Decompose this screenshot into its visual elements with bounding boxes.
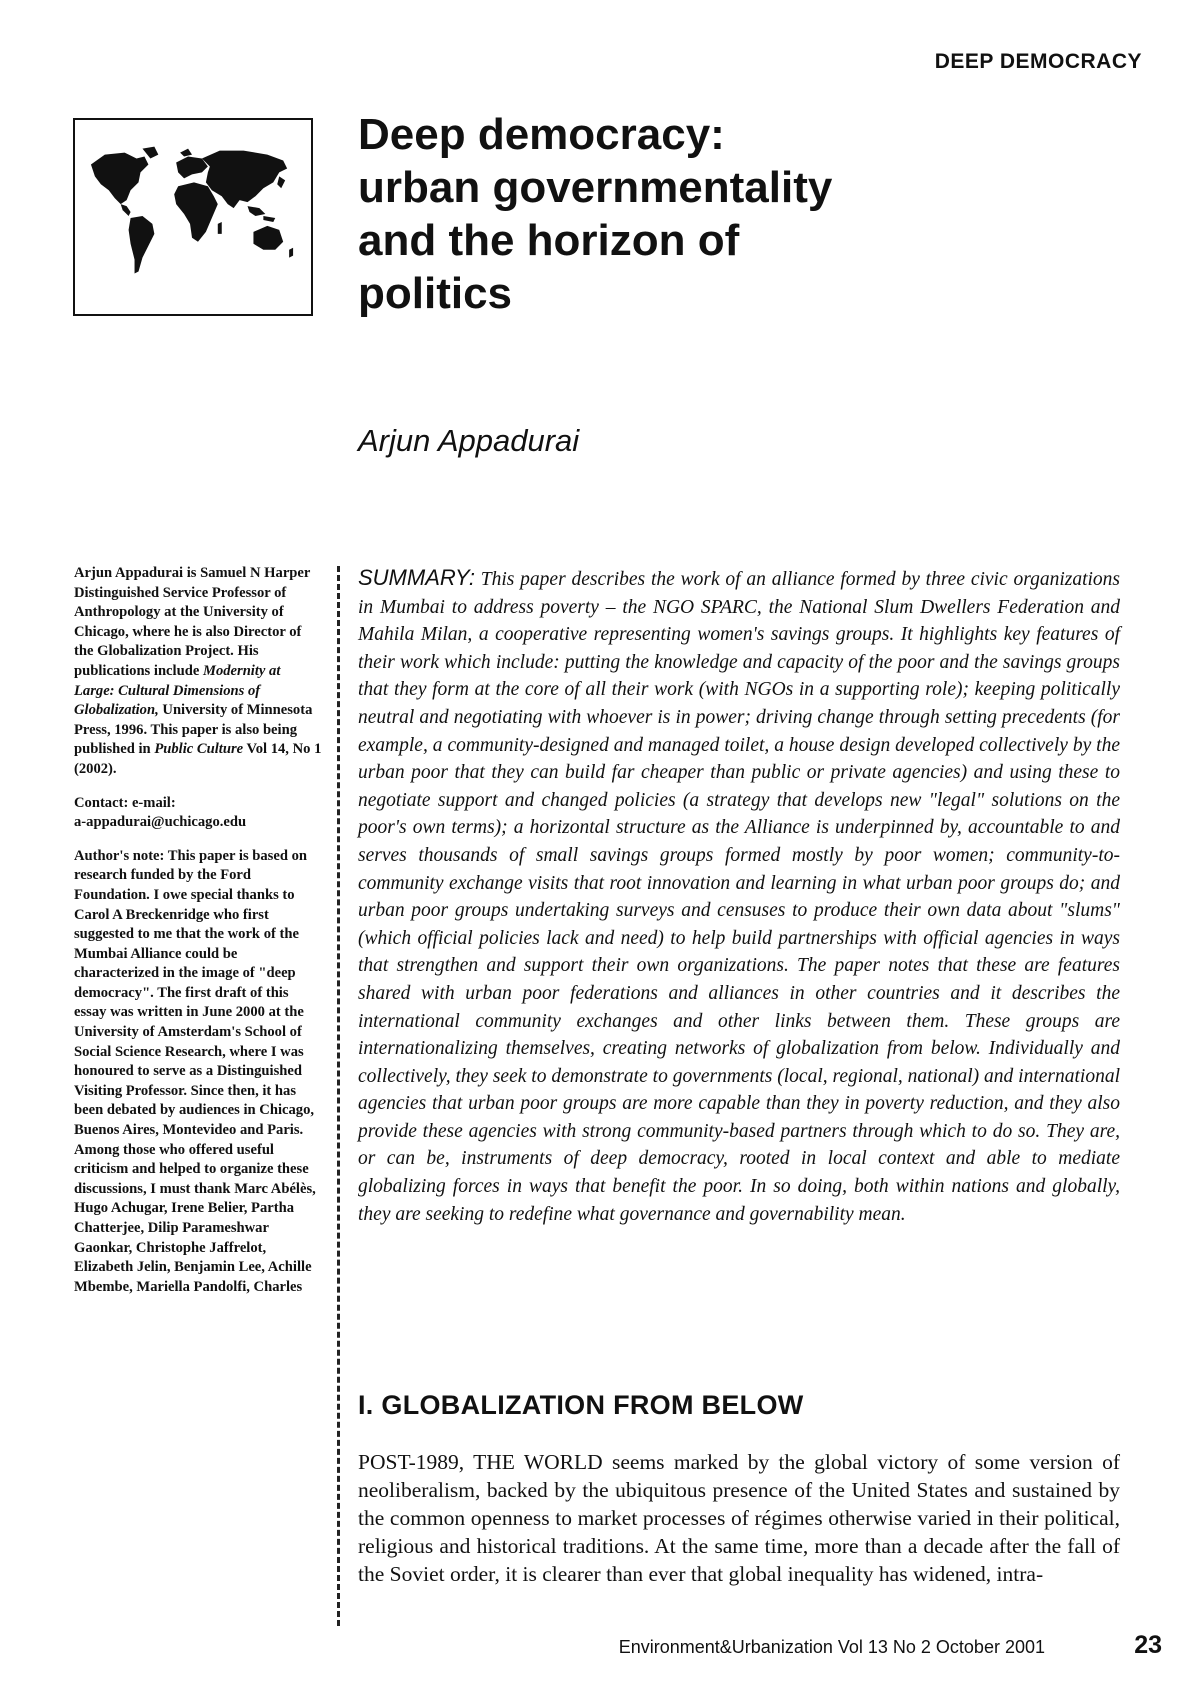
section-heading: I. GLOBALIZATION FROM BELOW — [358, 1390, 804, 1420]
summary-label: SUMMARY: — [358, 565, 475, 590]
article-title — [358, 108, 958, 320]
column-divider — [337, 566, 340, 1626]
author-bio — [74, 564, 324, 780]
title-line: Deep democracy: — [358, 110, 725, 159]
summary-text: This paper describes the work of an alliance formed by three civic organizations in Mumbai to address poverty – the NGO SPARC, the National Slum Dwellers Federation and Mahila Milan, a cooperative representing women's savings groups. It highlights key features of their work which include: putting the knowledge and capacity of the poor and the savings groups that they form at the core of all their work (with NGOs in a supporting role); keeping politically neutral and negotiating with whoever is in power; driving change through setting precedents (for example, a community-designed and managed toilet, a house design developed collectively by the urban poor that they can build far cheaper than public or private agencies) and using these to negotiate support and changed policies (a strategy that develops new "legal" solutions on the poor's own terms); a horizontal structure as the Alliance is underpinned by, accountable to and serves thousands of small savings groups formed mostly by poor women; community-to-community exchange visits that root innovation and learning in what urban poor groups do; and urban poor groups undertaking surveys and censuses to produce their own data about "slums" (which official policies lack and need) to help build partnerships with official agencies in ways that strengthen and support their own organizations. The paper notes that these are features shared with urban poor federations and alliances in other countries and it describes the international community exchanges and other links between them. These groups are internationalizing themselves, creating networks of globalization from below. Individually and collectively, they seek to demonstrate to governments (local, regional, national) and international agencies that urban poor groups are more capable than they in poverty reduction, and they also provide these agencies with strong community-based partners through which to do so. They are, or can be, instruments of deep democracy, rooted in local context and able to mediate globalizing forces in ways that benefit the poor. In so doing, both within nations and globally, they are seeking to redefine what governance and governability mean. — [358, 569, 1120, 1225]
author-name: Arjun Appadurai — [358, 423, 580, 458]
bio-text: Vol 14, No 1 (2002). — [74, 741, 322, 777]
bio-text: University of Minnesota Press, 1996. This paper is also being published in — [74, 702, 313, 758]
journal-footer: Environment&Urbanization Vol 13 No 2 October 2001 — [618, 1637, 1045, 1657]
world-map-icon — [85, 142, 303, 292]
running-head: DEEP DEMOCRACY — [934, 50, 1142, 73]
title-line: and the horizon of — [358, 216, 740, 265]
title-line: urban governmentality — [358, 163, 833, 212]
summary — [358, 564, 1120, 1228]
contact-email[interactable]: a-appadurai@uchicago.edu — [74, 814, 247, 831]
title-line: politics — [358, 269, 513, 318]
author-sidebar — [74, 564, 324, 1311]
authors-note: Author's note: This paper is based on research funded by the Ford Foundation. I owe special thanks to Carol A Breckenridge who first suggested to me that the work of the Mumbai Alliance could be characterized in the image of "deep democracy". The first draft of this essay was written in June 2000 at the University of Amsterdam's School of Social Science Research, where I was honoured to serve as a Distinguished Visiting Professor. Since then, it has been debated by audiences in Chicago, Buenos Aires, Montevideo and Paris. Among those who offered useful criticism and helped to organize these discussions, I must thank Marc Abélès, Hugo Achugar, Irene Belier, Partha Chatterjee, Dilip Parameshwar Gaonkar, Christophe Jaffrelot, Elizabeth Jelin, Benjamin Lee, Achille Mbembe, Mariella Pandolfi, Charles — [74, 847, 316, 1295]
bio-book-title: Modernity at Large: Cultural Dimensions of Globalization, — [74, 662, 281, 719]
contact-block — [74, 794, 324, 833]
bio-journal-title: Public Culture — [154, 741, 244, 758]
bio-text: Arjun Appadurai is Samuel N Harper Distinguished Service Professor of Anthropology at the University of Chicago, where he is also Director of the Globalization Project. His publications include — [74, 565, 311, 679]
body-paragraph: POST-1989, THE WORLD seems marked by the global victory of some version of neoliberalism, backed by the ubiquitous presence of the United States and sustained by the common openness to market processes of régimes otherwise varied in their political, religious and historical traditions. At the same time, more than a decade after the fall of the Soviet order, it is clearer than ever that global inequality has widened, intra- — [358, 1450, 1120, 1586]
page-number: 23 — [1134, 1631, 1162, 1659]
world-map-logo — [73, 118, 313, 316]
contact-label: Contact: e-mail: — [74, 794, 176, 811]
